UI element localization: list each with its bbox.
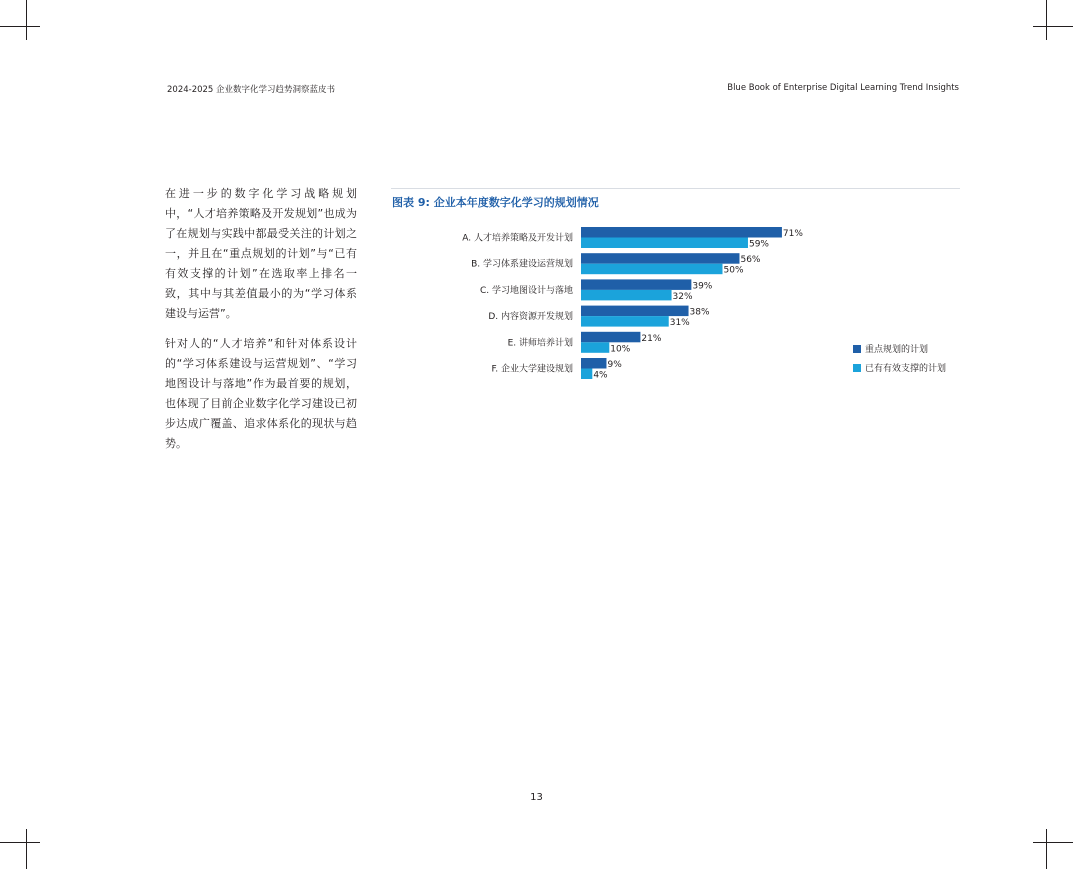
data-label: 71% <box>782 229 803 239</box>
running-header-right: Blue Book of Enterprise Digital Learning Trend Insights <box>727 83 959 93</box>
data-label: 21% <box>641 333 662 344</box>
bar-series-1 <box>581 227 782 238</box>
page-number: 13 <box>530 792 543 803</box>
category-label: D. 内容资源开发规划 <box>488 312 573 323</box>
body-paragraph: 针对人的“人才培养”和针对体系设计的“学习体系建设与运营规划”、“学习地图设计与落地”作为最首要的规划，也体现了目前企业数字化学习建设已初步达成广覆盖、追求体系化的现状与趋势。 <box>165 337 357 450</box>
data-label: 38% <box>689 307 710 318</box>
bar-series-2 <box>581 290 672 301</box>
bar-series-2 <box>581 238 748 249</box>
body-paragraph: 在进一步的数字化学习战略规划中，“人才培养策略及开发规划”也成为了在规划与实践中都最受关注的计划之一，并且在“重点规划的计划”与“已有有效支撑的计划”在选取率上排名一致，其中与其差值最小的为“学习体系建设与运营”。 <box>165 187 357 320</box>
bar-series-2 <box>581 369 592 380</box>
category-label: C. 学习地图设计与落地 <box>479 285 573 296</box>
legend-item-series-2 <box>853 361 946 374</box>
bar-series-2 <box>581 316 669 327</box>
data-label: 10% <box>610 344 631 355</box>
running-header-left: 2024-2025 企业数字化学习趋势洞察蓝皮书 <box>167 85 336 95</box>
data-label: 9% <box>607 360 622 370</box>
data-label: 59% <box>748 239 769 250</box>
data-label: 31% <box>669 318 690 329</box>
bar-series-2 <box>581 264 723 275</box>
data-label: 50% <box>723 265 744 276</box>
bar-series-1 <box>581 253 739 264</box>
category-label: E. 讲师培养计划 <box>507 338 573 349</box>
chart-legend <box>853 342 946 380</box>
bar-series-1 <box>581 358 606 369</box>
chart-title: 图表 9: 企业本年度数字化学习的规划情况 <box>392 196 599 209</box>
data-label: 56% <box>740 255 761 266</box>
legend-label-series-2: 已有有效支撑的计划 <box>865 364 947 374</box>
legend-swatch-series-1 <box>853 345 861 353</box>
data-label: 39% <box>692 281 713 292</box>
bar-series-1 <box>581 279 691 290</box>
legend-item-series-1 <box>853 342 946 355</box>
data-label: 4% <box>593 370 608 381</box>
bar-series-2 <box>581 342 609 353</box>
legend-label-series-1: 重点规划的计划 <box>865 345 929 355</box>
data-label: 32% <box>672 291 693 302</box>
category-label: B. 学习体系建设运营规划 <box>471 259 573 270</box>
category-label: A. 人才培养策略及开发计划 <box>462 233 573 244</box>
bar-series-1 <box>581 332 640 343</box>
legend-swatch-series-2 <box>853 364 861 372</box>
category-label: F. 企业大学建设规划 <box>491 364 573 375</box>
bar-series-1 <box>581 306 689 317</box>
